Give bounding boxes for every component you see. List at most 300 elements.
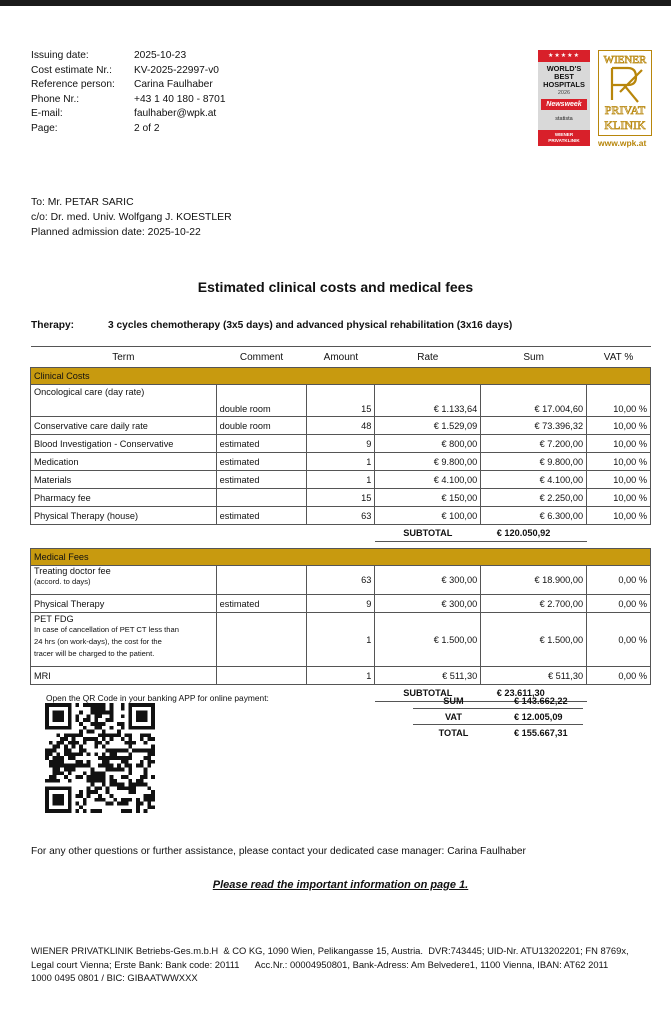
qr-module (128, 752, 132, 756)
qr-module (91, 779, 95, 783)
cell-rate: € 300,00 (375, 566, 481, 595)
qr-module (106, 749, 110, 753)
qr-module (140, 760, 144, 764)
qr-module (68, 809, 72, 813)
cell-amount: 9 (307, 595, 375, 613)
qr-module (128, 745, 132, 749)
qr-module (45, 809, 49, 813)
logo-text-klinik: KLINIK (604, 118, 646, 132)
qr-module (136, 726, 140, 730)
qr-module (64, 752, 68, 756)
stars-icon: ★★★★★ (538, 50, 590, 62)
qr-module (117, 786, 121, 790)
cell-comment: double room (216, 385, 307, 417)
vat-label: VAT (444, 711, 462, 722)
badge-brand: Newsweek (541, 99, 587, 110)
estimate-nr-label: Cost estimate Nr.: (31, 64, 112, 76)
admission-date: Planned admission date: 2025-10-22 (31, 227, 201, 238)
qr-module (60, 741, 64, 745)
footer-line2: Legal court Vienna; Erste Bank: Bank code: 20111 Acc.Nr.: 00004950801, Bank-Adress: Am Belvedere1, 1100 Vienna, IBAN: AT62 2011 (31, 958, 609, 970)
qr-module (83, 771, 87, 775)
qr-module (75, 741, 79, 745)
qr-module (144, 749, 148, 753)
qr-module (144, 756, 148, 760)
qr-module (53, 775, 57, 779)
cell-amount: 1 (307, 613, 375, 667)
cell-amount: 9 (307, 435, 375, 453)
qr-module (68, 714, 72, 718)
qr-module (94, 741, 98, 745)
qr-module (64, 726, 68, 730)
qr-module (132, 790, 136, 794)
qr-module (121, 809, 125, 813)
qr-module (109, 707, 113, 711)
qr-module (147, 764, 151, 768)
qr-module (64, 749, 68, 753)
qr-module (68, 707, 72, 711)
qr-module (87, 714, 91, 718)
qr-module (83, 741, 87, 745)
qr-module (56, 718, 60, 722)
qr-module (136, 779, 140, 783)
qr-module (53, 718, 57, 722)
qr-module (106, 767, 110, 771)
qr-module (94, 711, 98, 715)
qr-module (144, 767, 148, 771)
medical-subtotal-value: € 23.611,30 (481, 685, 587, 702)
reference-person-label: Reference person: (31, 79, 115, 91)
qr-module (49, 749, 53, 753)
qr-module (128, 767, 132, 771)
qr-module (56, 802, 60, 806)
pet-note-line1: In case of cancellation of PET CT less than (34, 625, 179, 634)
qr-module (87, 718, 91, 722)
qr-module (68, 749, 72, 753)
qr-module (79, 733, 83, 737)
qr-module (136, 783, 140, 787)
qr-module (140, 775, 144, 779)
qr-module (53, 794, 57, 798)
qr-module (45, 802, 49, 806)
qr-module (83, 749, 87, 753)
qr-module (147, 726, 151, 730)
qr-module (87, 737, 91, 741)
qr-module (136, 798, 140, 802)
qr-module (151, 726, 155, 730)
qr-module (102, 703, 106, 707)
qr-module (136, 711, 140, 715)
cell-vat: 0,00 % (587, 566, 651, 595)
qr-module (106, 718, 110, 722)
qr-module (68, 722, 72, 726)
qr-module (72, 767, 76, 771)
qr-module (45, 707, 49, 711)
qr-module (147, 737, 151, 741)
qr-module (113, 752, 117, 756)
qr-module (106, 760, 110, 764)
qr-module (121, 737, 125, 741)
qr-module (79, 711, 83, 715)
qr-module (53, 714, 57, 718)
qr-module (79, 764, 83, 768)
qr-module (75, 714, 79, 718)
qr-module (56, 786, 60, 790)
qr-module (56, 794, 60, 798)
qr-module (121, 802, 125, 806)
qr-module (49, 775, 53, 779)
qr-module (45, 714, 49, 718)
qr-module (68, 718, 72, 722)
table-row (31, 667, 651, 685)
issuing-date-value: 2025-10-23 (134, 50, 187, 61)
qr-module (144, 711, 148, 715)
qr-module (128, 703, 132, 707)
qr-module (128, 737, 132, 741)
qr-module (83, 737, 87, 741)
qr-module (91, 707, 95, 711)
qr-module (117, 756, 121, 760)
cell-comment (216, 566, 307, 595)
qr-module (91, 722, 95, 726)
qr-module (60, 794, 64, 798)
qr-module (98, 714, 102, 718)
cell-sum: € 17.004,60 (481, 385, 587, 417)
cell-sum: € 2.700,00 (481, 595, 587, 613)
qr-module (102, 775, 106, 779)
qr-module (98, 733, 102, 737)
qr-module (140, 714, 144, 718)
qr-module (147, 794, 151, 798)
qr-module (144, 703, 148, 707)
qr-module (113, 798, 117, 802)
qr-module (113, 733, 117, 737)
cell-term: Materials (31, 471, 217, 489)
table-row (31, 453, 651, 471)
qr-module (132, 741, 136, 745)
qr-module (98, 775, 102, 779)
qr-module (87, 730, 91, 734)
sum-label: SUM (443, 695, 464, 706)
logo-text-wiener: WIENER (603, 54, 647, 66)
qr-module (102, 771, 106, 775)
qr-module (64, 809, 68, 813)
qr-module (56, 752, 60, 756)
qr-module (106, 741, 110, 745)
qr-module (117, 802, 121, 806)
cell-comment (216, 667, 307, 685)
cell-vat: 10,00 % (587, 417, 651, 435)
qr-module (53, 703, 57, 707)
qr-module (56, 741, 60, 745)
qr-module (151, 714, 155, 718)
qr-label: Open the QR Code in your banking APP for online payment: (46, 693, 269, 703)
qr-module (109, 711, 113, 715)
footer-line3: 1000 0495 0801 / BIC: GIBAATWWXXX (31, 972, 198, 984)
qr-module (151, 790, 155, 794)
qr-module (147, 760, 151, 764)
doctor-fee-note: (accord. to days) (34, 577, 91, 586)
qr-module (102, 783, 106, 787)
qr-module (128, 764, 132, 768)
qr-module (132, 726, 136, 730)
qr-module (94, 809, 98, 813)
qr-module (144, 794, 148, 798)
cell-comment: estimated (216, 435, 307, 453)
cell-sum: € 6.300,00 (481, 507, 587, 525)
qr-module (94, 752, 98, 756)
qr-module (91, 809, 95, 813)
cell-amount: 48 (307, 417, 375, 435)
qr-module (53, 749, 57, 753)
recipient-to: To: Mr. PETAR SARIC (31, 197, 134, 208)
qr-module (60, 718, 64, 722)
qr-module (49, 752, 53, 756)
qr-module (102, 756, 106, 760)
qr-module (140, 726, 144, 730)
qr-module (128, 714, 132, 718)
qr-module (125, 741, 129, 745)
cell-vat: 0,00 % (587, 595, 651, 613)
badge-line2: BEST (554, 72, 574, 81)
qr-module (125, 786, 129, 790)
cell-sum: € 73.396,32 (481, 417, 587, 435)
qr-module (53, 798, 57, 802)
qr-module (45, 726, 49, 730)
qr-module (79, 722, 83, 726)
qr-module (128, 741, 132, 745)
qr-module (60, 737, 64, 741)
table-row (31, 435, 651, 453)
cell-rate: € 1.133,64 (375, 385, 481, 417)
qr-module (68, 764, 72, 768)
qr-module (49, 726, 53, 730)
qr-module (109, 756, 113, 760)
estimate-nr-value: KV-2025-22997-v0 (134, 64, 219, 76)
section-medical-fees (31, 549, 651, 566)
qr-module (109, 783, 113, 787)
qr-module (98, 711, 102, 715)
cell-term (31, 613, 217, 667)
cell-rate: € 9.800,00 (375, 453, 481, 471)
qr-module (60, 786, 64, 790)
pet-note-line3: tracer will be charged to the patient. (34, 649, 155, 658)
qr-module (87, 786, 91, 790)
qr-module (91, 771, 95, 775)
section-clinical-costs (31, 368, 651, 385)
qr-module (94, 779, 98, 783)
cell-sum: € 4.100,00 (481, 471, 587, 489)
qr-module (87, 775, 91, 779)
qr-module (53, 802, 57, 806)
payment-qr-code-icon[interactable] (45, 703, 155, 813)
qr-module (83, 718, 87, 722)
table-header-row (31, 347, 651, 368)
qr-module (72, 733, 76, 737)
qr-module (136, 809, 140, 813)
qr-module (109, 767, 113, 771)
qr-module (102, 722, 106, 726)
qr-module (56, 745, 60, 749)
qr-module (113, 779, 117, 783)
qr-module (60, 764, 64, 768)
qr-module (94, 707, 98, 711)
cell-rate: € 1.500,00 (375, 613, 481, 667)
qr-module (68, 767, 72, 771)
recipient-co: c/o: Dr. med. Univ. Wolfgang J. KOESTLER (31, 212, 232, 223)
qr-module (147, 798, 151, 802)
cell-amount: 15 (307, 385, 375, 417)
qr-module (128, 711, 132, 715)
badge-bottom1: WIENER (554, 132, 574, 137)
qr-module (109, 726, 113, 730)
qr-module (128, 718, 132, 722)
qr-module (45, 752, 49, 756)
qr-module (72, 752, 76, 756)
qr-module (106, 764, 110, 768)
qr-module (75, 802, 79, 806)
qr-module (45, 794, 49, 798)
qr-module (87, 764, 91, 768)
qr-module (79, 775, 83, 779)
qr-module (117, 764, 121, 768)
qr-module (144, 771, 148, 775)
qr-module (45, 703, 49, 707)
qr-module (79, 760, 83, 764)
qr-module (109, 703, 113, 707)
issuing-date-label: Issuing date: (31, 50, 89, 61)
subtotal-label: SUBTOTAL (375, 525, 481, 542)
qr-module (56, 771, 60, 775)
qr-module (60, 760, 64, 764)
qr-module (98, 764, 102, 768)
qr-module (98, 722, 102, 726)
qr-module (75, 794, 79, 798)
table-row (31, 613, 651, 667)
qr-module (91, 703, 95, 707)
important-info-note: Please read the important information on page 1. (212, 879, 469, 891)
qr-module (109, 802, 113, 806)
qr-module (79, 752, 83, 756)
vat-value: € 12.005,09 (514, 711, 563, 722)
qr-module (140, 718, 144, 722)
qr-module (121, 783, 125, 787)
qr-module (79, 794, 83, 798)
qr-module (106, 711, 110, 715)
cell-amount: 63 (307, 566, 375, 595)
qr-module (56, 711, 60, 715)
cell-sum: € 9.800,00 (481, 453, 587, 471)
qr-module (128, 798, 132, 802)
cell-sum: € 511,30 (481, 667, 587, 685)
website-link[interactable]: www.wpk.at (598, 138, 647, 148)
qr-module (87, 779, 91, 783)
qr-module (102, 760, 106, 764)
qr-module (60, 809, 64, 813)
qr-module (106, 756, 110, 760)
qr-module (147, 749, 151, 753)
qr-module (140, 749, 144, 753)
qr-module (151, 737, 155, 741)
badge-partner: statista (555, 116, 573, 122)
cell-comment: estimated (216, 507, 307, 525)
qr-module (132, 703, 136, 707)
qr-module (136, 718, 140, 722)
qr-module (151, 752, 155, 756)
qr-module (113, 756, 117, 760)
qr-module (121, 707, 125, 711)
qr-module (87, 703, 91, 707)
qr-module (106, 790, 110, 794)
qr-module (53, 764, 57, 768)
qr-module (83, 764, 87, 768)
cell-term: MRI (31, 667, 217, 685)
pet-term: PET FDG (34, 614, 74, 624)
clinical-subtotal-row (31, 525, 651, 542)
qr-module (147, 756, 151, 760)
qr-module (68, 771, 72, 775)
qr-module (56, 726, 60, 730)
qr-module (109, 775, 113, 779)
badge-bottom2: PRIVATKLINIK (548, 138, 580, 143)
qr-module (98, 741, 102, 745)
qr-module (106, 802, 110, 806)
qr-module (91, 767, 95, 771)
cell-comment (216, 613, 307, 667)
qr-module (140, 711, 144, 715)
qr-module (91, 737, 95, 741)
qr-module (98, 809, 102, 813)
qr-module (151, 711, 155, 715)
qr-module (72, 756, 76, 760)
total-label: TOTAL (438, 727, 469, 738)
qr-module (102, 798, 106, 802)
qr-module (140, 802, 144, 806)
qr-module (49, 741, 53, 745)
qr-module (128, 809, 132, 813)
qr-module (98, 771, 102, 775)
recipient-address (31, 195, 232, 240)
qr-module (147, 703, 151, 707)
total-value: € 155.667,31 (514, 727, 568, 738)
qr-module (64, 764, 68, 768)
cell-amount: 63 (307, 507, 375, 525)
qr-module (72, 764, 76, 768)
qr-module (102, 779, 106, 783)
cell-sum: € 7.200,00 (481, 435, 587, 453)
qr-module (64, 733, 68, 737)
qr-module (68, 779, 72, 783)
qr-module (56, 760, 60, 764)
qr-module (94, 703, 98, 707)
header-comment: Comment (216, 347, 307, 368)
cell-rate: € 4.100,00 (375, 471, 481, 489)
page-value: 2 of 2 (134, 122, 160, 134)
qr-module (109, 714, 113, 718)
qr-module (98, 707, 102, 711)
qr-module (79, 805, 83, 809)
qr-module (128, 790, 132, 794)
qr-module (94, 722, 98, 726)
qr-module (121, 703, 125, 707)
table-row (31, 507, 651, 525)
cell-comment: estimated (216, 471, 307, 489)
qr-module (68, 752, 72, 756)
qr-module (94, 786, 98, 790)
cell-vat: 10,00 % (587, 453, 651, 471)
qr-module (106, 733, 110, 737)
cell-rate: € 800,00 (375, 435, 481, 453)
qr-module (79, 749, 83, 753)
